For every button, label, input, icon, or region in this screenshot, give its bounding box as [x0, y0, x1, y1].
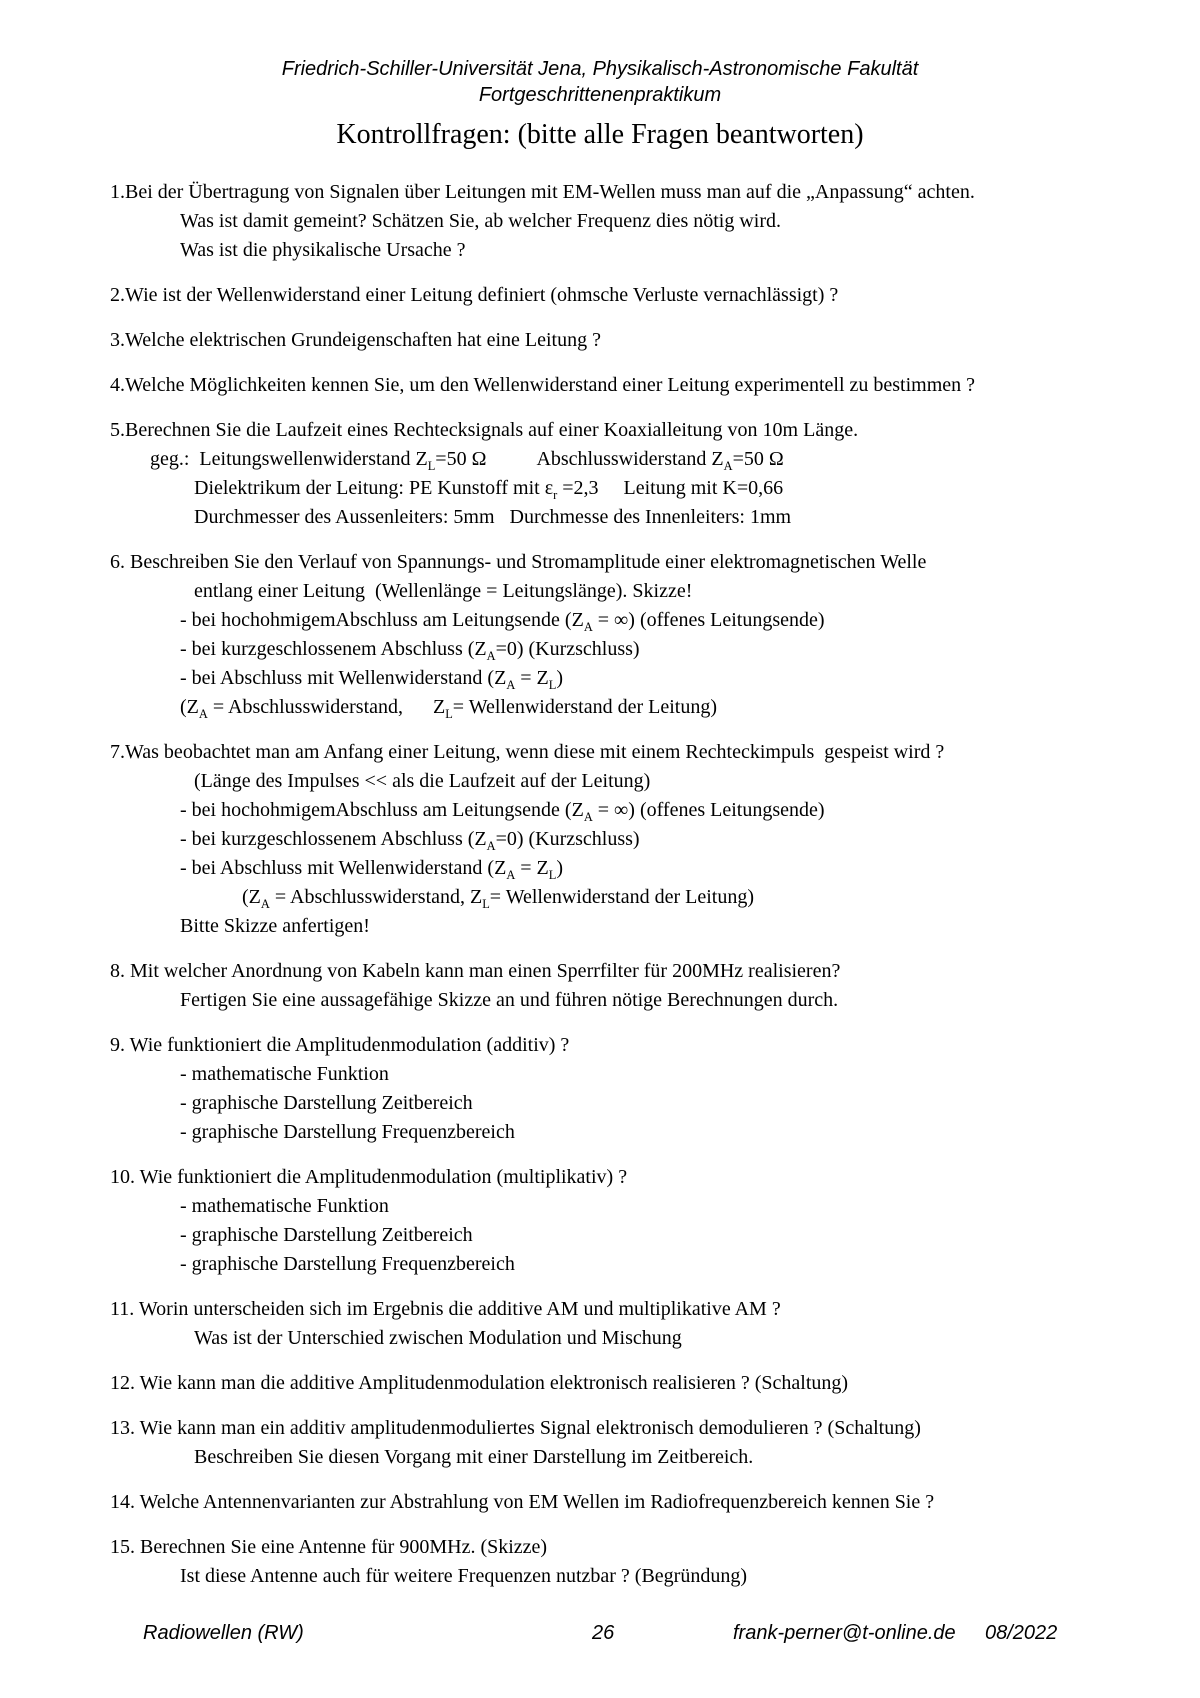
- subscript: A: [723, 459, 733, 473]
- footer-doc-label: Radiowellen (RW): [143, 1622, 304, 1644]
- question-line: Bitte Skizze anfertigen!: [180, 915, 370, 937]
- question-line: 12. Wie kann man die additive Amplitudenmodulation elektronisch realisieren ? (Schaltung): [110, 1372, 849, 1394]
- subscript: A: [506, 868, 516, 882]
- footer-email: frank-perner@t-online.de: [733, 1622, 956, 1644]
- question-line: - mathematische Funktion: [180, 1195, 389, 1217]
- question-block: [110, 738, 1145, 941]
- question-block: [110, 371, 1145, 400]
- question-line: - bei hochohmigemAbschluss am Leitungsende ($Z_A$ = ∞) (offenes Leitungsende): [180, 799, 825, 824]
- question-line: ($Z_A$ = Abschlusswiderstand, $Z_L=$ Wellenwiderstand der Leitung): [242, 886, 755, 911]
- question-line: - graphische Darstellung Frequenzbereich: [180, 1253, 515, 1275]
- practicum-line: Fortgeschrittenenpraktikum: [478, 84, 722, 106]
- subscript: A: [583, 620, 593, 634]
- question-block: [110, 281, 1145, 310]
- question-line: - graphische Darstellung Zeitbereich: [180, 1224, 473, 1246]
- question-block: [110, 1369, 1145, 1398]
- question-line: Ist diese Antenne auch für weitere Frequenzen nutzbar ? (Begründung): [180, 1565, 748, 1587]
- subscript: L: [427, 459, 436, 473]
- question-line: Dielektrikum der Leitung: PE Kunstoff mit $\varepsilon_r =2,3$ Leitung mit K=0,66: [194, 477, 784, 502]
- question-line: 6. Beschreiben Sie den Verlauf von Spannungs- und Stromamplitude einer elektromagnetischen Welle: [110, 551, 927, 573]
- question-line: 5.Berechnen Sie die Laufzeit eines Rechtecksignals auf einer Koaxialleitung von 10m Länge.: [110, 419, 859, 441]
- document-header: [0, 0, 1200, 108]
- question-line: Was ist die physikalische Ursache ?: [180, 239, 466, 261]
- subscript: L: [482, 897, 490, 911]
- question-line: 7.Was beobachtet man am Anfang einer Leitung, wenn diese mit einem Rechteckimpuls gespeist wird ?: [110, 741, 945, 763]
- question-block: [110, 1414, 1145, 1472]
- subscript: A: [583, 810, 593, 824]
- question-line: - graphische Darstellung Frequenzbereich: [180, 1121, 515, 1143]
- document-footer: [0, 1622, 1200, 1652]
- page-title: Kontrollfragen: (bitte alle Fragen beantworten): [336, 119, 864, 150]
- question-line: - bei Abschluss mit Wellenwiderstand $(Z_A = Z_L)$: [180, 857, 564, 882]
- question-line: Fertigen Sie eine aussagefähige Skizze an und führen nötige Berechnungen durch.: [180, 989, 839, 1011]
- question-line: Durchmesser des Aussenleiters: 5mm Durchmesse des Innenleiters: 1mm: [194, 506, 792, 528]
- question-line: 14. Welche Antennenvarianten zur Abstrahlung von EM Wellen im Radiofrequenzbereich kennen Sie ?: [110, 1491, 935, 1513]
- footer-date: 08/2022: [985, 1622, 1058, 1644]
- question-line: geg.: Leitungswellenwiderstand $Z_L=50$ Ω Abschlusswiderstand $Z_A=50$ Ω: [150, 448, 784, 473]
- question-block: [110, 548, 1145, 722]
- question-line: - mathematische Funktion: [180, 1063, 389, 1085]
- question-block: [110, 178, 1145, 265]
- questions: [110, 178, 1145, 1591]
- question-line: 13. Wie kann man ein additiv amplitudenmoduliertes Signal elektronisch demodulieren ? (Schaltung): [110, 1417, 921, 1439]
- subscript: A: [486, 839, 496, 853]
- question-line: 4.Welche Möglichkeiten kennen Sie, um den Wellenwiderstand einer Leitung experimentell zu bestimmen ?: [110, 374, 976, 396]
- subscript: A: [260, 897, 270, 911]
- question-line: 15. Berechnen Sie eine Antenne für 900MHz. (Skizze): [110, 1536, 548, 1558]
- subscript: A: [198, 707, 208, 721]
- question-line: 9. Wie funktioniert die Amplitudenmodulation (additiv) ?: [110, 1034, 570, 1056]
- subscript: A: [486, 649, 496, 663]
- question-block: [110, 1163, 1145, 1279]
- subscript: A: [506, 678, 516, 692]
- question-line: entlang einer Leitung (Wellenlänge = Leitungslänge). Skizze!: [194, 580, 693, 602]
- question-line: (Länge des Impulses << als die Laufzeit auf der Leitung): [194, 770, 651, 792]
- question-line: 11. Worin unterscheiden sich im Ergebnis die additive AM und multiplikative AM ?: [110, 1298, 781, 1320]
- subscript: L: [548, 678, 557, 692]
- question-line: - bei kurzgeschlossenem Abschluss $(Z_A=0)$ (Kurzschluss): [180, 828, 640, 853]
- subscript: r: [553, 488, 558, 502]
- question-block: [110, 1533, 1145, 1591]
- question-block: [110, 957, 1145, 1015]
- question-line: - bei Abschluss mit Wellenwiderstand $(Z_A = Z_L)$: [180, 667, 564, 692]
- question-block: [110, 1488, 1145, 1517]
- question-line: - bei hochohmigemAbschluss am Leitungsende ($Z_A$ = ∞) (offenes Leitungsende): [180, 609, 825, 634]
- question-line: Was ist damit gemeint? Schätzen Sie, ab welcher Frequenz dies nötig wird.: [180, 210, 781, 232]
- question-line: 2.Wie ist der Wellenwiderstand einer Leitung definiert (ohmsche Verluste vernachlässigt) ?: [110, 284, 839, 306]
- footer-page-number: 26: [592, 1622, 615, 1644]
- subscript: L: [445, 707, 453, 721]
- question-line: ($Z_A$ = Abschlusswiderstand, $Z_L=$ Wellenwiderstand der Leitung): [180, 696, 718, 721]
- question-block: [110, 326, 1145, 355]
- question-line: 8. Mit welcher Anordnung von Kabeln kann man einen Sperrfilter für 200MHz realisieren?: [110, 960, 841, 982]
- question-line: Beschreiben Sie diesen Vorgang mit einer Darstellung im Zeitbereich.: [194, 1446, 754, 1468]
- question-line: 1.Bei der Übertragung von Signalen über Leitungen mit EM-Wellen muss man auf die „Anpassung“ achten.: [110, 181, 975, 203]
- question-line: Was ist der Unterschied zwischen Modulation und Mischung: [194, 1327, 682, 1349]
- question-block: [110, 1295, 1145, 1353]
- question-block: [110, 416, 1145, 532]
- question-line: - graphische Darstellung Zeitbereich: [180, 1092, 473, 1114]
- subscript: L: [548, 868, 557, 882]
- question-line: - bei kurzgeschlossenem Abschluss $(Z_A=0)$ (Kurzschluss): [180, 638, 640, 663]
- question-line: 3.Welche elektrischen Grundeigenschaften hat eine Leitung ?: [110, 329, 601, 351]
- question-block: [110, 1031, 1145, 1147]
- question-line: 10. Wie funktioniert die Amplitudenmodulation (multiplikativ) ?: [110, 1166, 628, 1188]
- faculty-line: Friedrich-Schiller-Universität Jena, Physikalisch-Astronomische Fakultät: [281, 58, 919, 80]
